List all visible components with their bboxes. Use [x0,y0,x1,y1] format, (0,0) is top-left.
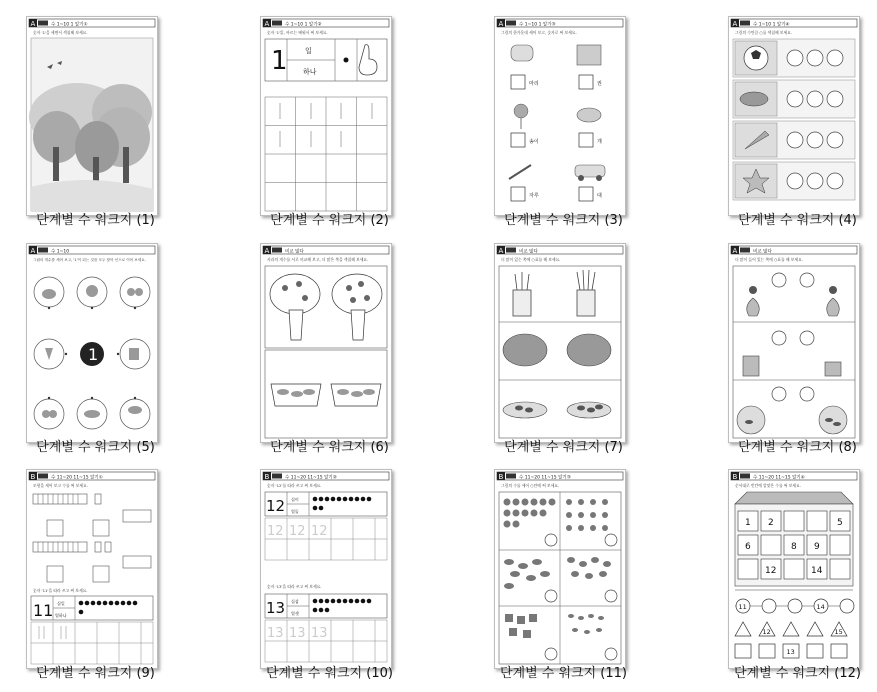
worksheet-caption[interactable]: 단계별 수 워크지 (10) [266,666,393,681]
svg-text:2: 2 [768,518,774,528]
svg-text:개: 개 [597,139,602,145]
worksheet-caption[interactable]: 단계별 수 워크지 (1) [36,213,155,228]
svg-text:권: 권 [597,81,602,87]
svg-text:수 1~10 1 알기③: 수 1~10 1 알기③ [519,22,556,28]
svg-text:15: 15 [834,628,843,636]
svg-text:1: 1 [745,518,751,528]
worksheet-thumbnail[interactable] [728,243,860,443]
worksheet-caption[interactable]: 단계별 수 워크지 (9) [36,666,155,681]
svg-text:순서대로 빈칸에 알맞은 수를 써 보세요.: 순서대로 빈칸에 알맞은 수를 써 보세요. [735,483,801,488]
worksheet-caption[interactable]: 단계별 수 워크지 (7) [504,440,623,455]
svg-text:수 1~10 1 알기②: 수 1~10 1 알기② [285,22,322,28]
gallery-card-7[interactable] [490,233,710,461]
svg-text:8: 8 [791,542,797,552]
worksheet-thumbnail[interactable] [260,16,392,216]
worksheet-caption[interactable]: 단계별 수 워크지 (6) [270,440,389,455]
gallery-card-12[interactable] [724,459,877,687]
svg-text:십삼: 십삼 [291,599,299,604]
svg-text:모형을 세어 보고 수를 써 보세요.: 모형을 세어 보고 수를 써 보세요. [33,483,88,488]
worksheet-thumbnail[interactable] [26,469,158,669]
level-badge: A [30,20,36,28]
worksheet-caption[interactable]: 단계별 수 워크지 (8) [738,440,857,455]
svg-text:하나: 하나 [303,68,317,76]
svg-text:12: 12 [311,524,328,539]
svg-text:13: 13 [266,599,286,617]
svg-text:더 많이 있는 쪽에 ○표를 해 보세요.: 더 많이 있는 쪽에 ○표를 해 보세요. [501,257,561,262]
svg-text:그림의 한가운데 세어 보고, 숫자로 써 보세요.: 그림의 한가운데 세어 보고, 숫자로 써 보세요. [501,30,577,35]
svg-text:9: 9 [814,542,820,552]
gallery-card-8[interactable] [724,233,877,461]
worksheet-thumbnail[interactable] [260,243,392,443]
worksheet-thumbnail[interactable] [728,16,860,216]
svg-text:수 11~20 11~15 알기③: 수 11~20 11~15 알기③ [519,475,571,481]
svg-text:십일: 십일 [57,601,65,606]
svg-text:자루: 자루 [529,193,539,199]
svg-text:A: A [498,247,504,255]
svg-text:13: 13 [311,626,328,641]
svg-text:대: 대 [597,193,602,199]
svg-text:비교 많다: 비교 많다 [285,249,304,255]
worksheet-thumbnail[interactable] [494,16,626,216]
svg-text:그림의 수만큼 ○를 색칠해 보세요.: 그림의 수만큼 ○를 색칠해 보세요. [735,30,793,35]
svg-text:그림의 개수를 세어 보고, '1'이 되는 것을 모두 찾: 그림의 개수를 세어 보고, '1'이 되는 것을 모두 찾아 선으로 이어 보세요. [33,258,146,262]
worksheet-thumbnail[interactable] [26,243,158,443]
worksheet-thumbnail[interactable] [494,243,626,443]
svg-text:숫자 '1'읽, 바르는 배워서 써 보세요.: 숫자 '1'읽, 바르는 배워서 써 보세요. [267,30,328,35]
svg-text:B: B [264,473,270,481]
svg-text:A: A [732,20,738,28]
svg-text:숫자 '13'을 따라 쓰고 써 보세요.: 숫자 '13'을 따라 쓰고 써 보세요. [267,584,322,589]
svg-text:12: 12 [762,628,771,636]
svg-text:B: B [30,473,36,481]
gallery-card-11[interactable] [490,459,710,687]
worksheet-caption[interactable]: 단계별 수 워크지 (12) [734,666,861,681]
worksheet-instruction: 숫자 '1'을 세면서 색칠해 보세요. [33,30,88,35]
svg-text:더 많이 들어 있는 쪽에 ○표를 해 보세요.: 더 많이 들어 있는 쪽에 ○표를 해 보세요. [735,257,803,262]
svg-text:일: 일 [305,47,312,55]
svg-text:숫자 '12'를 따라 쓰고 써 보세요.: 숫자 '12'를 따라 쓰고 써 보세요. [267,483,322,488]
svg-text:12: 12 [266,497,286,515]
svg-text:6: 6 [745,542,751,552]
gallery-card-10[interactable] [256,459,476,687]
svg-text:수 11~20 11~15 알기①: 수 11~20 11~15 알기① [51,475,103,481]
worksheet-caption[interactable]: 단계별 수 워크지 (2) [270,213,389,228]
svg-text:열하나: 열하나 [55,613,67,618]
svg-text:열둘: 열둘 [291,509,299,514]
svg-text:1: 1 [271,46,288,76]
svg-text:14: 14 [811,566,823,576]
worksheet-thumbnail[interactable] [26,16,158,216]
svg-text:십이: 십이 [291,497,299,502]
worksheet-caption[interactable]: 단계별 수 워크지 (5) [36,440,155,455]
svg-text:12: 12 [289,524,306,539]
svg-text:A: A [264,20,270,28]
svg-text:1: 1 [88,345,99,364]
worksheet-caption[interactable]: 단계별 수 워크지 (11) [500,666,627,681]
gallery-card-2[interactable] [256,6,476,234]
svg-text:비교 많다: 비교 많다 [519,249,538,255]
worksheet-caption[interactable]: 단계별 수 워크지 (4) [738,213,857,228]
svg-text:수 11~20 11~15 알기④: 수 11~20 11~15 알기④ [753,475,805,481]
svg-text:A: A [498,20,504,28]
gallery-card-9[interactable] [22,459,242,687]
worksheet-thumbnail[interactable] [260,469,392,669]
svg-text:14: 14 [816,603,825,611]
svg-text:사과의 개수를 서로 비교해 보고, 더 많은 쪽을 색칠해: 사과의 개수를 서로 비교해 보고, 더 많은 쪽을 색칠해 보세요. [267,257,369,262]
svg-text:비교 많다: 비교 많다 [753,249,772,255]
worksheet-thumbnail[interactable] [494,469,626,669]
svg-text:수 1~10 1 알기④: 수 1~10 1 알기④ [753,22,790,28]
svg-text:13: 13 [786,648,795,656]
worksheet-header: 수 1~10 1 알기① [51,22,88,28]
svg-text:13: 13 [289,626,306,641]
svg-text:B: B [732,473,738,481]
gallery-card-3[interactable] [490,6,710,234]
svg-text:11: 11 [738,603,747,611]
svg-text:A: A [30,247,36,255]
worksheet-caption[interactable]: 단계별 수 워크지 (3) [504,213,623,228]
svg-text:12: 12 [267,524,284,539]
worksheet-thumbnail[interactable] [728,469,860,669]
gallery-card-1[interactable] [22,6,242,234]
gallery-card-4[interactable] [724,6,877,234]
svg-text:마리: 마리 [529,81,539,87]
svg-text:12: 12 [765,566,777,576]
svg-text:B: B [498,473,504,481]
svg-text:5: 5 [837,518,843,528]
svg-text:그림의 수를 세어 ○안에 써 보세요.: 그림의 수를 세어 ○안에 써 보세요. [501,483,560,488]
gallery-card-5[interactable] [22,233,242,461]
svg-text:숫자 '11'을 따라 쓰고 써 보세요.: 숫자 '11'을 따라 쓰고 써 보세요. [33,588,88,593]
svg-text:수 1~10: 수 1~10 [51,249,70,255]
svg-text:11: 11 [33,601,54,620]
svg-text:A: A [732,247,738,255]
svg-text:13: 13 [267,626,284,641]
gallery-card-6[interactable] [256,233,476,461]
svg-text:열셋: 열셋 [291,611,299,616]
svg-text:송이: 송이 [529,139,539,145]
svg-text:수 11~20 11~15 알기②: 수 11~20 11~15 알기② [285,475,337,481]
svg-text:A: A [264,247,270,255]
